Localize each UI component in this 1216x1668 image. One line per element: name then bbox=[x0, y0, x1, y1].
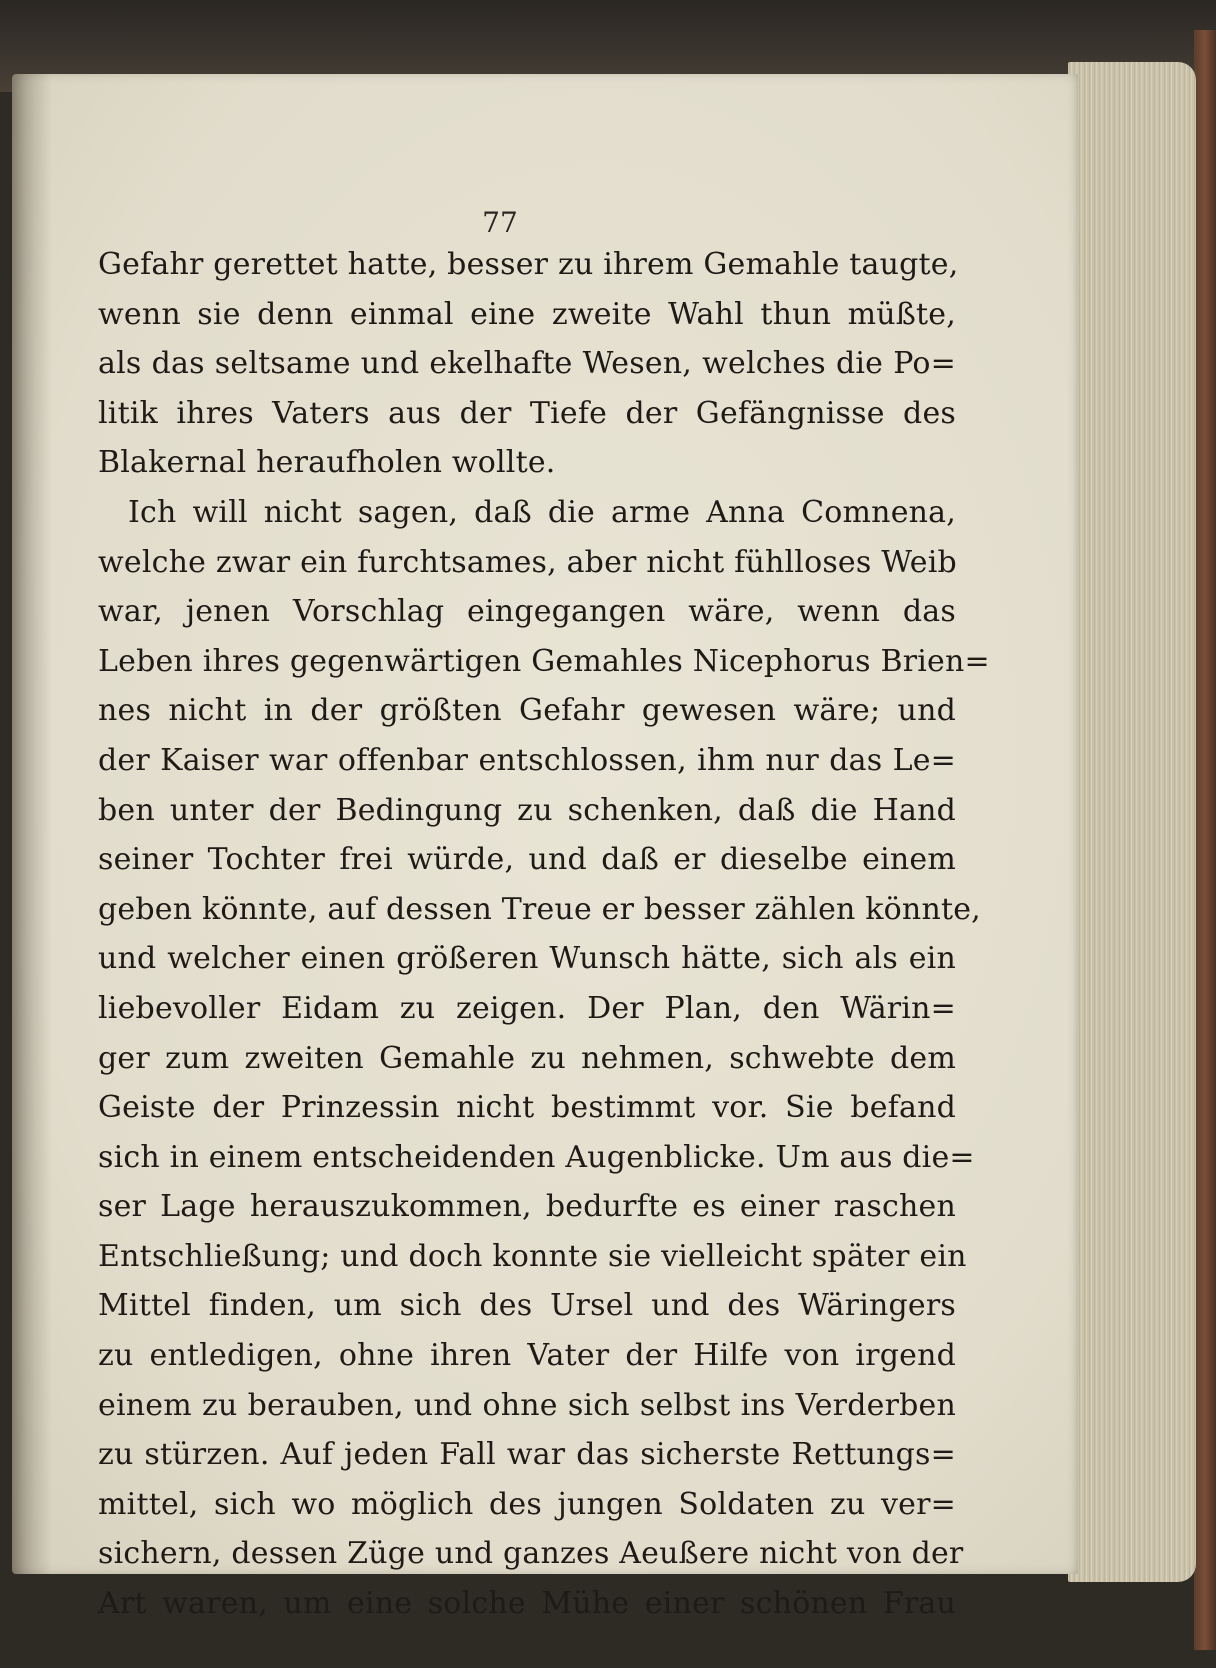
paragraph-start-line: Ich will nicht sagen, daß die arme Anna Comnena, bbox=[128, 494, 956, 530]
body-text bbox=[98, 240, 990, 1629]
gutter-shadow bbox=[12, 74, 52, 1574]
page-number: 77 bbox=[482, 206, 518, 239]
text-line: ger zum zweiten Gemahle zu nehmen, schwebte dem bbox=[98, 1040, 956, 1076]
text-line: ben unter der Bedingung zu schenken, daß die Hand bbox=[98, 792, 956, 828]
text-line: geben könnte, auf dessen Treue er besser zählen könnte, bbox=[98, 891, 981, 927]
text-line: Gefahr gerettet hatte, besser zu ihrem Gemahle taugte, bbox=[98, 247, 959, 282]
text-line: wenn sie denn einmal eine zweite Wahl thun müßte, bbox=[98, 296, 956, 332]
text-line: einem zu berauben, und ohne sich selbst ins Verderben bbox=[98, 1387, 956, 1423]
text-line: ser Lage herauszukommen, bedurfte es einer raschen bbox=[98, 1189, 956, 1225]
text-line: als das seltsame und ekelhafte Wesen, welches die Po= bbox=[98, 346, 956, 382]
text-line: Entschließung; und doch konnte sie vielleicht später ein bbox=[98, 1238, 967, 1274]
text-line: Art waren, um eine solche Mühe einer schönen Frau bbox=[98, 1586, 956, 1622]
text-line: der Kaiser war offenbar entschlossen, ihm nur das Le= bbox=[98, 742, 956, 778]
text-line: welche zwar ein furchtsames, aber nicht fühlloses Weib bbox=[98, 544, 957, 580]
text-line: sichern, dessen Züge und ganzes Aeußere nicht von der bbox=[98, 1536, 964, 1572]
text-line: Geiste der Prinzessin nicht bestimmt vor. Sie befand bbox=[98, 1090, 956, 1126]
text-line: nes nicht in der größten Gefahr gewesen wäre; und bbox=[98, 693, 956, 729]
text-line: und welcher einen größeren Wunsch hätte, sich als ein bbox=[98, 941, 956, 977]
text-line: Mittel finden, um sich des Ursel und des Wäringers bbox=[98, 1288, 956, 1324]
text-line: sich in einem entscheidenden Augenblicke. Um aus die= bbox=[98, 1139, 975, 1175]
text-line: Leben ihres gegenwärtigen Gemahles Nicephorus Brien= bbox=[98, 643, 990, 679]
text-line: war, jenen Vorschlag eingegangen wäre, wenn das bbox=[98, 594, 956, 630]
text-line: litik ihres Vaters aus der Tiefe der Gefängnisse des bbox=[98, 395, 956, 431]
text-line: zu entledigen, ohne ihren Vater der Hilfe von irgend bbox=[98, 1338, 956, 1374]
page-edges bbox=[1068, 62, 1196, 1582]
text-line: mittel, sich wo möglich des jungen Soldaten zu ver= bbox=[98, 1486, 956, 1522]
book-cover-edge bbox=[1194, 30, 1216, 1650]
text-line: liebevoller Eidam zu zeigen. Der Plan, den Wärin= bbox=[98, 990, 956, 1026]
text-line: zu stürzen. Auf jeden Fall war das sicherste Rettungs= bbox=[98, 1437, 956, 1473]
text-line: seiner Tochter frei würde, und daß er dieselbe einem bbox=[98, 842, 956, 878]
text-line: Blakernal heraufholen wollte. bbox=[98, 445, 556, 481]
